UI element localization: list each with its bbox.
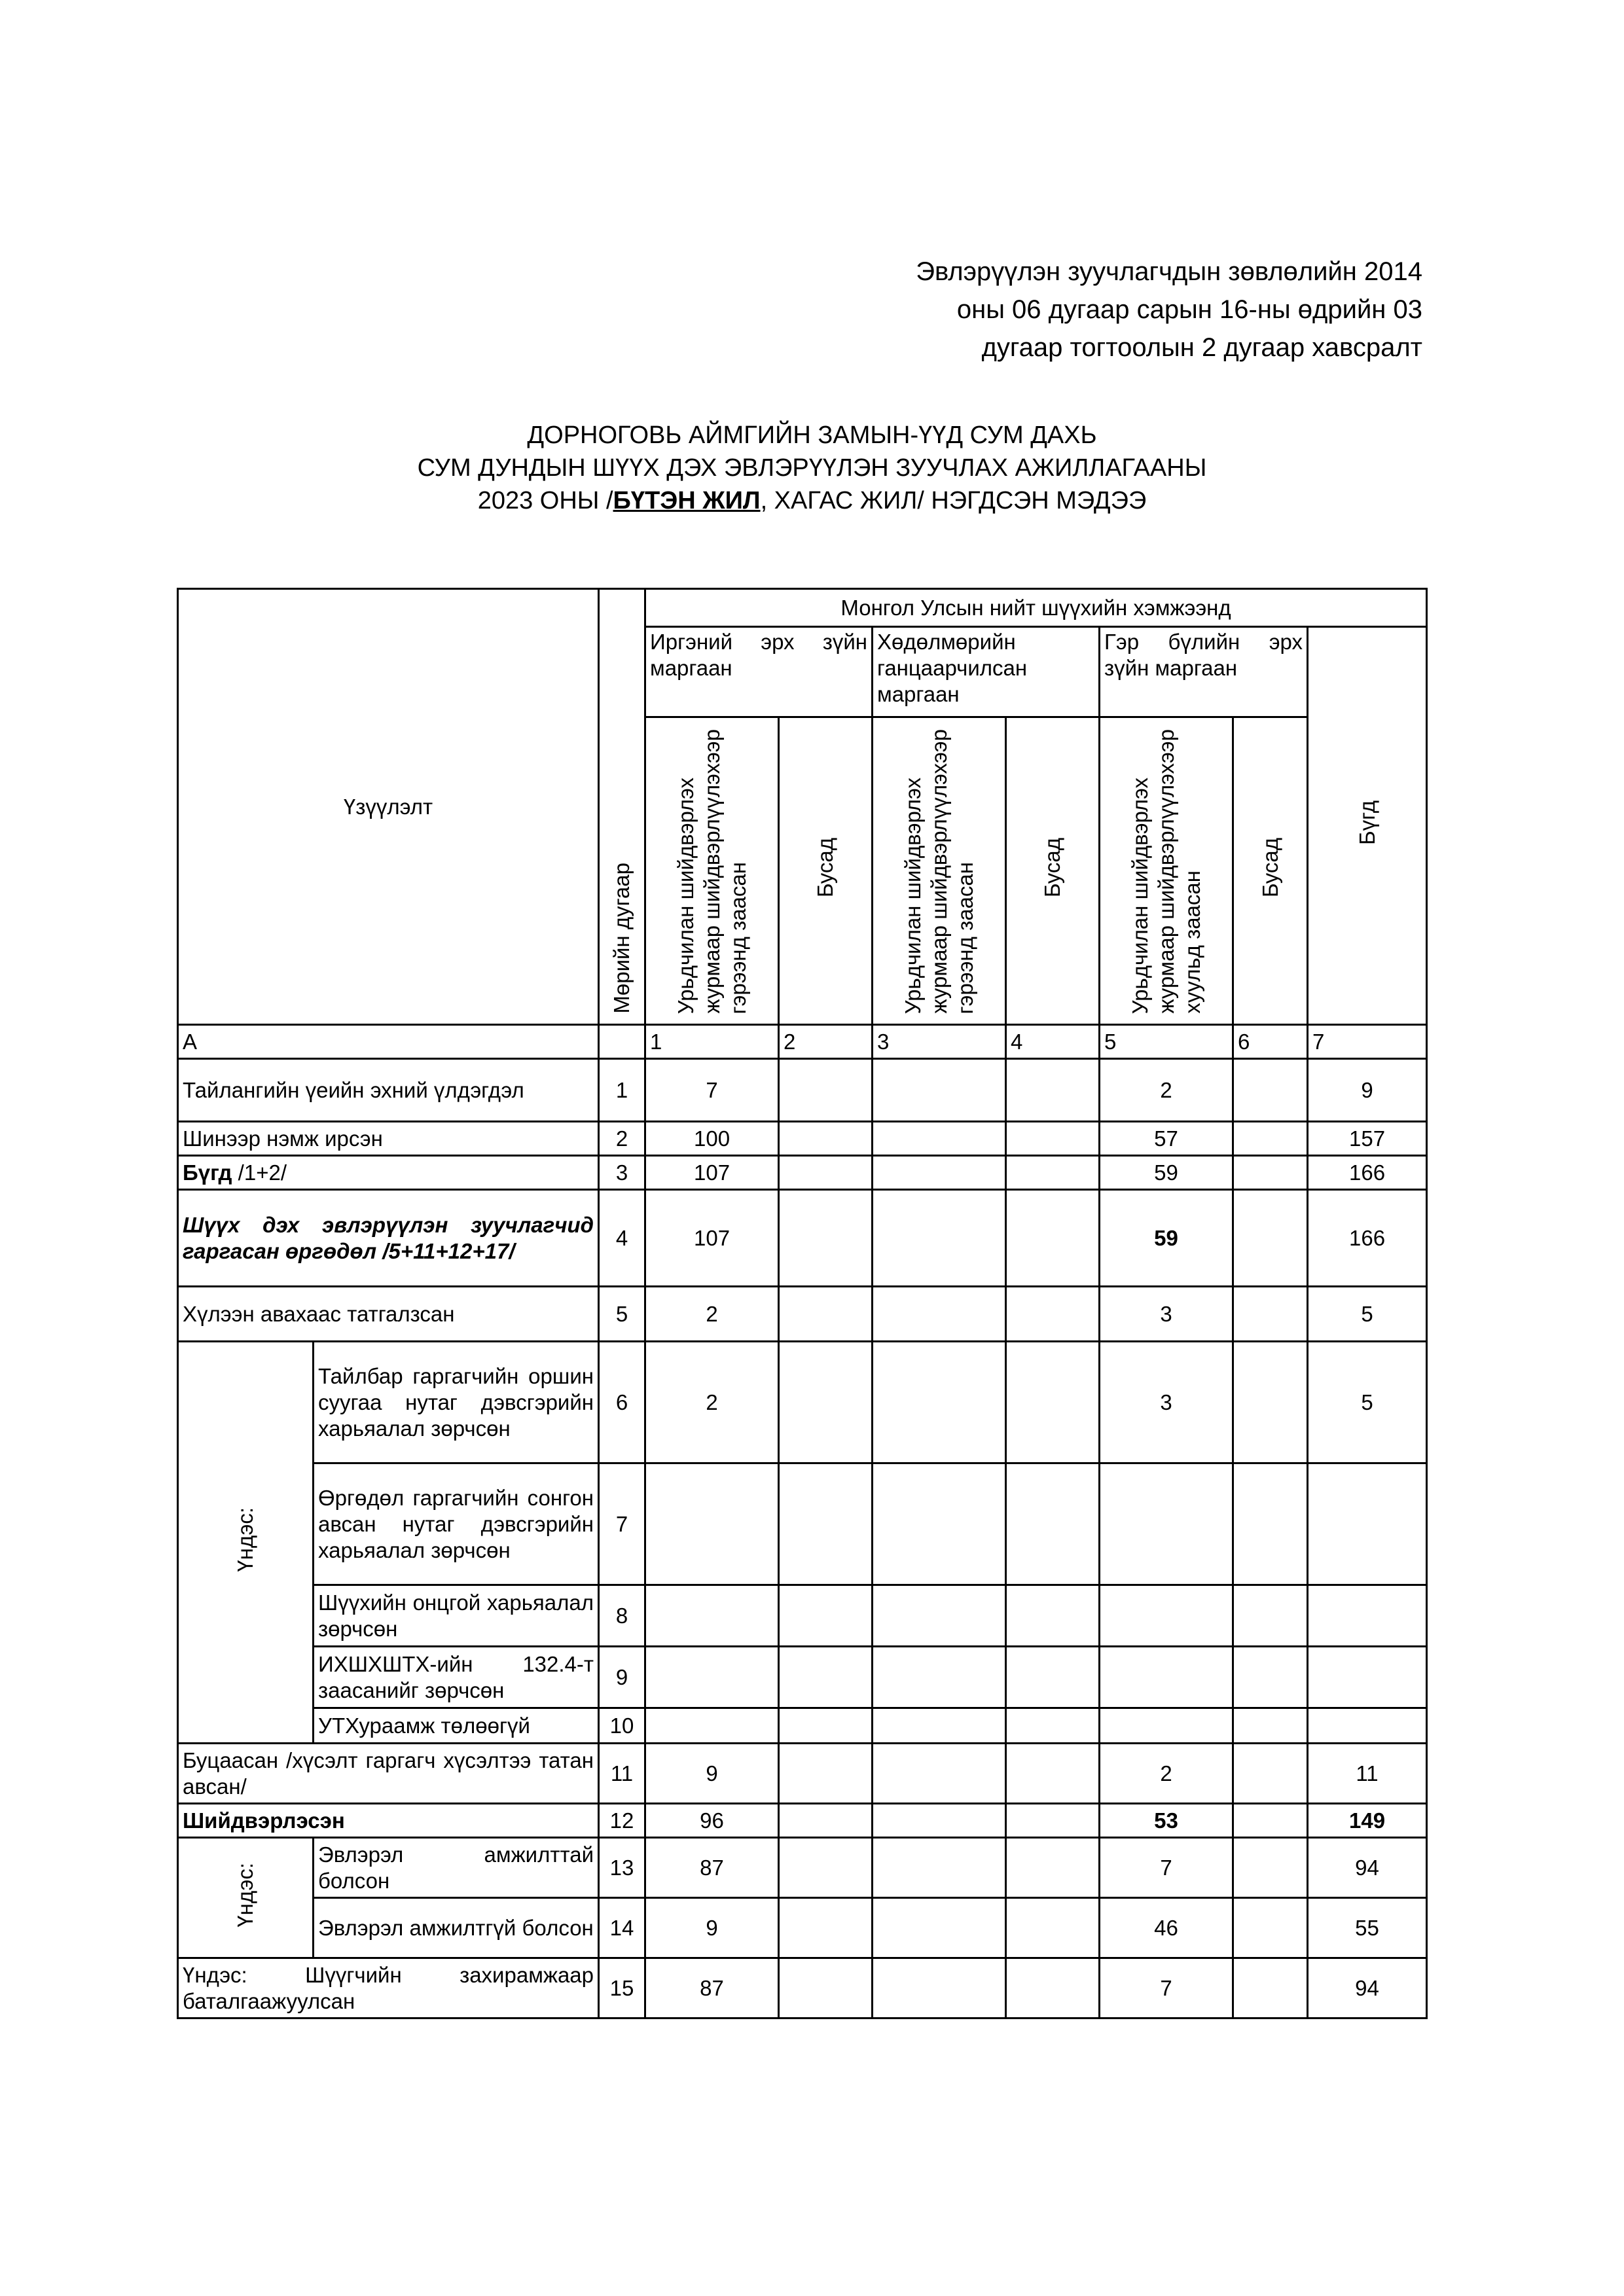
cell-c6: [1233, 1744, 1308, 1804]
row-label: Эвлэрэл амжилттай болсон: [314, 1838, 599, 1898]
table-row: [178, 1059, 1427, 1122]
row-no: 11: [599, 1744, 645, 1804]
cell-c6: [1233, 1958, 1308, 2018]
cell-c2: [779, 1156, 873, 1190]
cell-c6: [1233, 1122, 1308, 1156]
annex-note: [916, 253, 1422, 367]
title-line-2: СУМ ДУНДЫН ШҮҮХ ДЭХ ЭВЛЭРҮҮЛЭН ЗУУЧЛАХ АЖИЛЛАГААНЫ: [417, 454, 1207, 482]
row-label: УТХураамж төлөөгүй: [314, 1708, 599, 1744]
header-row-no: Мөрийн дугаар: [599, 589, 645, 1025]
table-row: [178, 1958, 1427, 2018]
row-no: 2: [599, 1122, 645, 1156]
header-group: Монгол Улсын нийт шүүхийн хэмжээнд: [645, 589, 1427, 627]
cell-c5: 7: [1100, 1838, 1233, 1898]
colnum-3: 3: [873, 1025, 1006, 1059]
cell-c3: [873, 1898, 1006, 1958]
cell-c7: 157: [1308, 1122, 1427, 1156]
row-no: 5: [599, 1287, 645, 1342]
cell-c2: [779, 1804, 873, 1838]
cell-c4: [1006, 1898, 1100, 1958]
cell-c2: [779, 1744, 873, 1804]
cell-c3: [873, 1804, 1006, 1838]
table-row: [178, 1744, 1427, 1804]
table-row: [178, 1647, 1427, 1708]
title-line-3: [0, 484, 1624, 517]
row-no: 4: [599, 1190, 645, 1287]
row-label: Шүүх дэх эвлэрүүлэн зуучлагчид гаргасан өргөдөл /5+11+12+17/: [178, 1190, 599, 1287]
cell-c2: [779, 1059, 873, 1122]
cell-c1: [645, 1463, 779, 1585]
cell-c3: [873, 1708, 1006, 1744]
cell-c7: [1308, 1647, 1427, 1708]
title-line-3-prefix: 2023 ОНЫ /: [477, 487, 613, 514]
cell-c1: 9: [645, 1744, 779, 1804]
cell-c2: [779, 1898, 873, 1958]
cell-c6: [1233, 1898, 1308, 1958]
cell-c4: [1006, 1287, 1100, 1342]
cell-c2: [779, 1647, 873, 1708]
table-row: [178, 1190, 1427, 1287]
title-line-3-suffix: , ХАГАС ЖИЛ/ НЭГДСЭН МЭДЭЭ: [760, 487, 1147, 514]
colnum-4: 4: [1006, 1025, 1100, 1059]
report-title: [0, 419, 1624, 517]
cell-c4: [1006, 1838, 1100, 1898]
cell-c1: 2: [645, 1287, 779, 1342]
table-row: [178, 1708, 1427, 1744]
row-label: Эвлэрэл амжилтгүй болсон: [314, 1898, 599, 1958]
cell-c7: [1308, 1463, 1427, 1585]
header-civil: Иргэний эрх зүйн маргаан: [645, 627, 873, 717]
table-row: [178, 1287, 1427, 1342]
cell-c3: [873, 1958, 1006, 2018]
cell-c6: [1233, 1708, 1308, 1744]
cell-c3: [873, 1647, 1006, 1708]
table-row: [178, 1156, 1427, 1190]
row-label: Шийдвэрлэсэн: [178, 1804, 599, 1838]
cell-c3: [873, 1342, 1006, 1463]
title-selected-period: БҮТЭН ЖИЛ: [613, 487, 761, 514]
row-label: Шүүхийн онцгой харьяалал зөрчсөн: [314, 1585, 599, 1647]
colnum-a: А: [178, 1025, 599, 1059]
table-row: [178, 1804, 1427, 1838]
cell-c5: 7: [1100, 1958, 1233, 2018]
cell-c5: 53: [1100, 1804, 1233, 1838]
colnum-blank: [599, 1025, 645, 1059]
cell-c4: [1006, 1156, 1100, 1190]
header-family: Гэр бүлийн эрх зүйн маргаан: [1100, 627, 1308, 717]
annex-line-2: оны 06 дугаар сарын 16-ны өдрийн 03: [956, 295, 1422, 324]
annex-line-1: Эвлэрүүлэн зуучлагчдын зөвлөлийн 2014: [916, 257, 1422, 286]
cell-c1: 2: [645, 1342, 779, 1463]
cell-c7: 5: [1308, 1287, 1427, 1342]
cell-c4: [1006, 1463, 1100, 1585]
cell-c7: 9: [1308, 1059, 1427, 1122]
cell-c2: [779, 1708, 873, 1744]
cell-c4: [1006, 1804, 1100, 1838]
cell-c6: [1233, 1059, 1308, 1122]
row-no: 13: [599, 1838, 645, 1898]
cell-c4: [1006, 1585, 1100, 1647]
row-label: Хүлээн авахаас татгалзсан: [178, 1287, 599, 1342]
cell-c5: 57: [1100, 1122, 1233, 1156]
row-no: 10: [599, 1708, 645, 1744]
cell-c2: [779, 1342, 873, 1463]
cell-c2: [779, 1838, 873, 1898]
table-row: [178, 1342, 1427, 1463]
cell-c1: [645, 1585, 779, 1647]
cell-c7: [1308, 1708, 1427, 1744]
cell-c5: [1100, 1708, 1233, 1744]
cell-c6: [1233, 1342, 1308, 1463]
cell-c7: 166: [1308, 1190, 1427, 1287]
cell-c3: [873, 1156, 1006, 1190]
table-row: [178, 1898, 1427, 1958]
row-label-rest: /1+2/: [232, 1160, 287, 1185]
row-label: ИХШХШТХ-ийн 132.4-т заасанийг зөрчсөн: [314, 1647, 599, 1708]
table-row: [178, 1838, 1427, 1898]
header-indicator: Үзүүлэлт: [178, 589, 599, 1025]
cell-c4: [1006, 1342, 1100, 1463]
table-row: [178, 1463, 1427, 1585]
cell-c6: [1233, 1585, 1308, 1647]
cell-c5: 59: [1100, 1156, 1233, 1190]
cell-c3: [873, 1585, 1006, 1647]
header-labor-prelim: Урьдчилан шийдвэрлэхжурмаар шийдвэрлүүлэхээргэрээнд заасан: [873, 717, 1006, 1025]
cell-c6: [1233, 1647, 1308, 1708]
row-label: Шинээр нэмж ирсэн: [178, 1122, 599, 1156]
cell-c3: [873, 1122, 1006, 1156]
cell-c3: [873, 1190, 1006, 1287]
row-no: 3: [599, 1156, 645, 1190]
row-label: Буцаасан /хүсэлт гаргагч хүсэлтээ татан авсан/: [178, 1744, 599, 1804]
cell-c6: [1233, 1463, 1308, 1585]
cell-c1: 100: [645, 1122, 779, 1156]
title-line-1: ДОРНОГОВЬ АЙМГИЙН ЗАМЫН-ҮҮД СУМ ДАХЬ: [527, 422, 1097, 449]
cell-c1: [645, 1708, 779, 1744]
cell-c3: [873, 1463, 1006, 1585]
header-civil-other: Бусад: [779, 717, 873, 1025]
report-table: [177, 588, 1428, 2019]
cell-c7: 166: [1308, 1156, 1427, 1190]
cell-c4: [1006, 1958, 1100, 2018]
cell-c4: [1006, 1744, 1100, 1804]
cell-c6: [1233, 1838, 1308, 1898]
cell-c7: 149: [1308, 1804, 1427, 1838]
cell-c3: [873, 1059, 1006, 1122]
cell-c4: [1006, 1190, 1100, 1287]
header-row-1: [178, 589, 1427, 627]
table-row: [178, 1585, 1427, 1647]
cell-c3: [873, 1287, 1006, 1342]
colnum-7: 7: [1308, 1025, 1427, 1059]
cell-c7: [1308, 1585, 1427, 1647]
cell-c2: [779, 1122, 873, 1156]
cell-c4: [1006, 1647, 1100, 1708]
cell-c7: 94: [1308, 1958, 1427, 2018]
header-labor-other: Бусад: [1006, 717, 1100, 1025]
row-no: 9: [599, 1647, 645, 1708]
row-no: 1: [599, 1059, 645, 1122]
cell-c3: [873, 1838, 1006, 1898]
header-family-prelim: Урьдчилан шийдвэрлэхжурмаар шийдвэрлүүлэхээрхуульд заасан: [1100, 717, 1233, 1025]
header-total: Бүгд: [1308, 627, 1427, 1025]
cell-c5: 3: [1100, 1342, 1233, 1463]
cell-c1: 107: [645, 1156, 779, 1190]
cell-c1: 9: [645, 1898, 779, 1958]
row-no: 15: [599, 1958, 645, 2018]
row-no: 12: [599, 1804, 645, 1838]
row-no: 7: [599, 1463, 645, 1585]
cell-c5: 2: [1100, 1744, 1233, 1804]
cell-c2: [779, 1463, 873, 1585]
row-label: Үндэс: Шүүгчийн захирамжаар баталгаажуулсан: [178, 1958, 599, 2018]
row-label: [178, 1156, 599, 1190]
basis-group-label: Үндэс:: [178, 1838, 314, 1958]
cell-c6: [1233, 1190, 1308, 1287]
cell-c2: [779, 1958, 873, 2018]
cell-c4: [1006, 1708, 1100, 1744]
cell-c5: [1100, 1463, 1233, 1585]
cell-c5: 2: [1100, 1059, 1233, 1122]
header-labor: Хөдөлмөрийн ганцаарчилсан маргаан: [873, 627, 1100, 717]
row-label: Өргөдөл гаргагчийн сонгон авсан нутаг дэвсгэрийн харьяалал зөрчсөн: [314, 1463, 599, 1585]
row-label: Тайлбар гаргагчийн оршин суугаа нутаг дэвсгэрийн харьяалал зөрчсөн: [314, 1342, 599, 1463]
cell-c5: 3: [1100, 1287, 1233, 1342]
cell-c1: 107: [645, 1190, 779, 1287]
cell-c6: [1233, 1156, 1308, 1190]
cell-c2: [779, 1287, 873, 1342]
cell-c7: 55: [1308, 1898, 1427, 1958]
table-row: [178, 1122, 1427, 1156]
cell-c1: 7: [645, 1059, 779, 1122]
cell-c4: [1006, 1059, 1100, 1122]
row-no: 8: [599, 1585, 645, 1647]
cell-c5: 46: [1100, 1898, 1233, 1958]
column-number-row: [178, 1025, 1427, 1059]
cell-c7: 11: [1308, 1744, 1427, 1804]
cell-c4: [1006, 1122, 1100, 1156]
colnum-6: 6: [1233, 1025, 1308, 1059]
cell-c1: 87: [645, 1838, 779, 1898]
row-no: 14: [599, 1898, 645, 1958]
cell-c2: [779, 1190, 873, 1287]
cell-c5: [1100, 1647, 1233, 1708]
reason-group-label: Үндэс:: [178, 1342, 314, 1744]
cell-c5: [1100, 1585, 1233, 1647]
row-label-bold: Бүгд: [183, 1160, 232, 1185]
cell-c5: 59: [1100, 1190, 1233, 1287]
cell-c1: [645, 1647, 779, 1708]
header-civil-prelim: Урьдчилан шийдвэрлэхжурмаар шийдвэрлүүлэхээргэрээнд заасан: [645, 717, 779, 1025]
cell-c1: 87: [645, 1958, 779, 2018]
cell-c6: [1233, 1287, 1308, 1342]
colnum-1: 1: [645, 1025, 779, 1059]
cell-c1: 96: [645, 1804, 779, 1838]
annex-line-3: дугаар тогтоолын 2 дугаар хавсралт: [981, 333, 1422, 362]
colnum-2: 2: [779, 1025, 873, 1059]
cell-c2: [779, 1585, 873, 1647]
row-no: 6: [599, 1342, 645, 1463]
colnum-5: 5: [1100, 1025, 1233, 1059]
cell-c7: 5: [1308, 1342, 1427, 1463]
cell-c3: [873, 1744, 1006, 1804]
header-family-other: Бусад: [1233, 717, 1308, 1025]
row-label: Тайлангийн үеийн эхний үлдэгдэл: [178, 1059, 599, 1122]
cell-c6: [1233, 1804, 1308, 1838]
cell-c7: 94: [1308, 1838, 1427, 1898]
